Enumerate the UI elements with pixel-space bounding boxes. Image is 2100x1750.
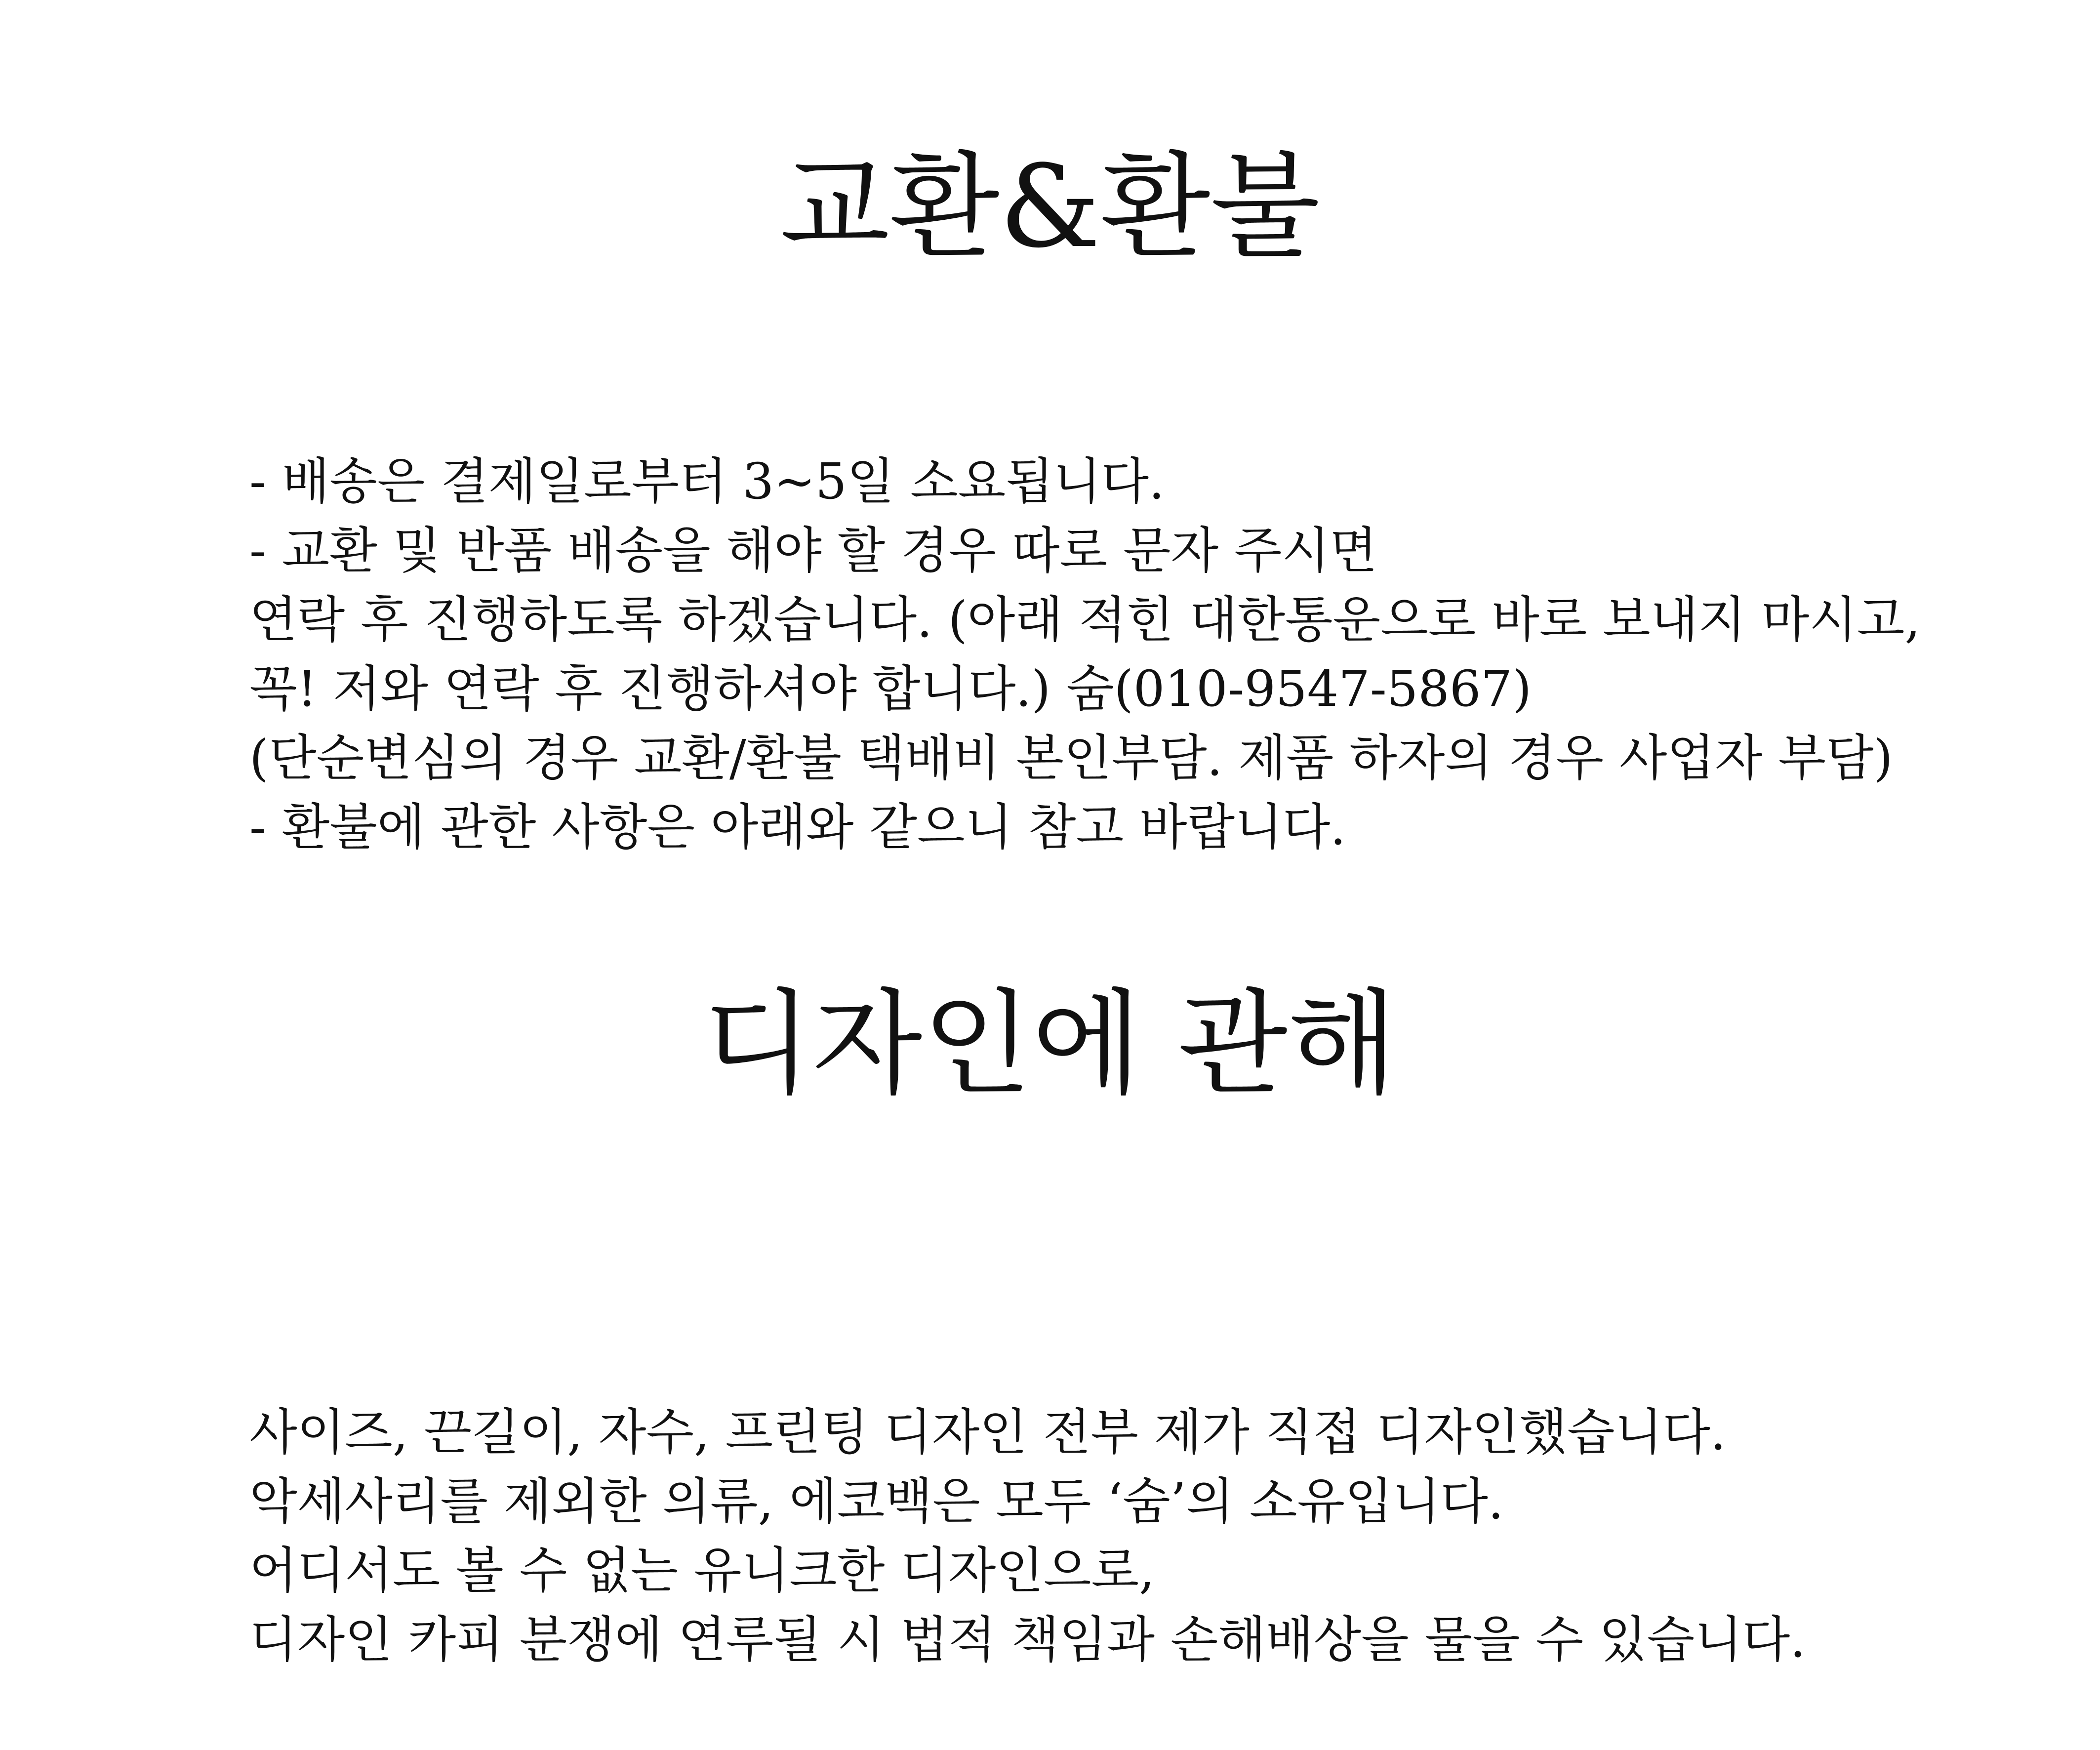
notice-line: - 배송은 결제일로부터 3~5일 소요됩니다. xyxy=(249,452,1165,510)
design-title: 디자인에 관해 xyxy=(702,978,1398,1110)
notice-line: 어디서도 볼 수 없는 유니크한 디자인으로, xyxy=(249,1542,1155,1599)
notice-line: 사이즈, 끈길이, 자수, 프린팅 디자인 전부 제가 직접 디자인했습니다. xyxy=(249,1403,1726,1461)
notice-line: 꼭! 저와 연락 후 진행하셔야 합니다.) 숨(010-9547-5867) xyxy=(249,660,1532,718)
exchange-refund-title: 교환&환불 xyxy=(780,141,1320,273)
notice-line: 연락 후 진행하도록 하겠습니다. (아래 적힌 대한통운으로 바로 보내지 마시고, xyxy=(249,591,1921,649)
notice-line: - 교환 및 반품 배송을 해야 할 경우 따로 문자 주시면 xyxy=(249,522,1377,579)
notice-line: 디자인 카피 분쟁에 연루될 시 법적 책임과 손해배상을 물을 수 있습니다. xyxy=(249,1611,1806,1669)
notice-line: - 환불에 관한 사항은 아래와 같으니 참고 바랍니다. xyxy=(249,798,1346,856)
exchange-refund-notice xyxy=(249,447,2077,862)
design-notice xyxy=(249,1398,2077,1674)
notice-line: 악세사리를 제외한 의류, 에코백은 모두 ‘숨’의 소유입니다. xyxy=(249,1472,1504,1530)
notice-line: (단순변심의 경우 교환/환불 택배비 본인부담. 제품 하자의 경우 사업자 부담) xyxy=(249,729,1893,787)
